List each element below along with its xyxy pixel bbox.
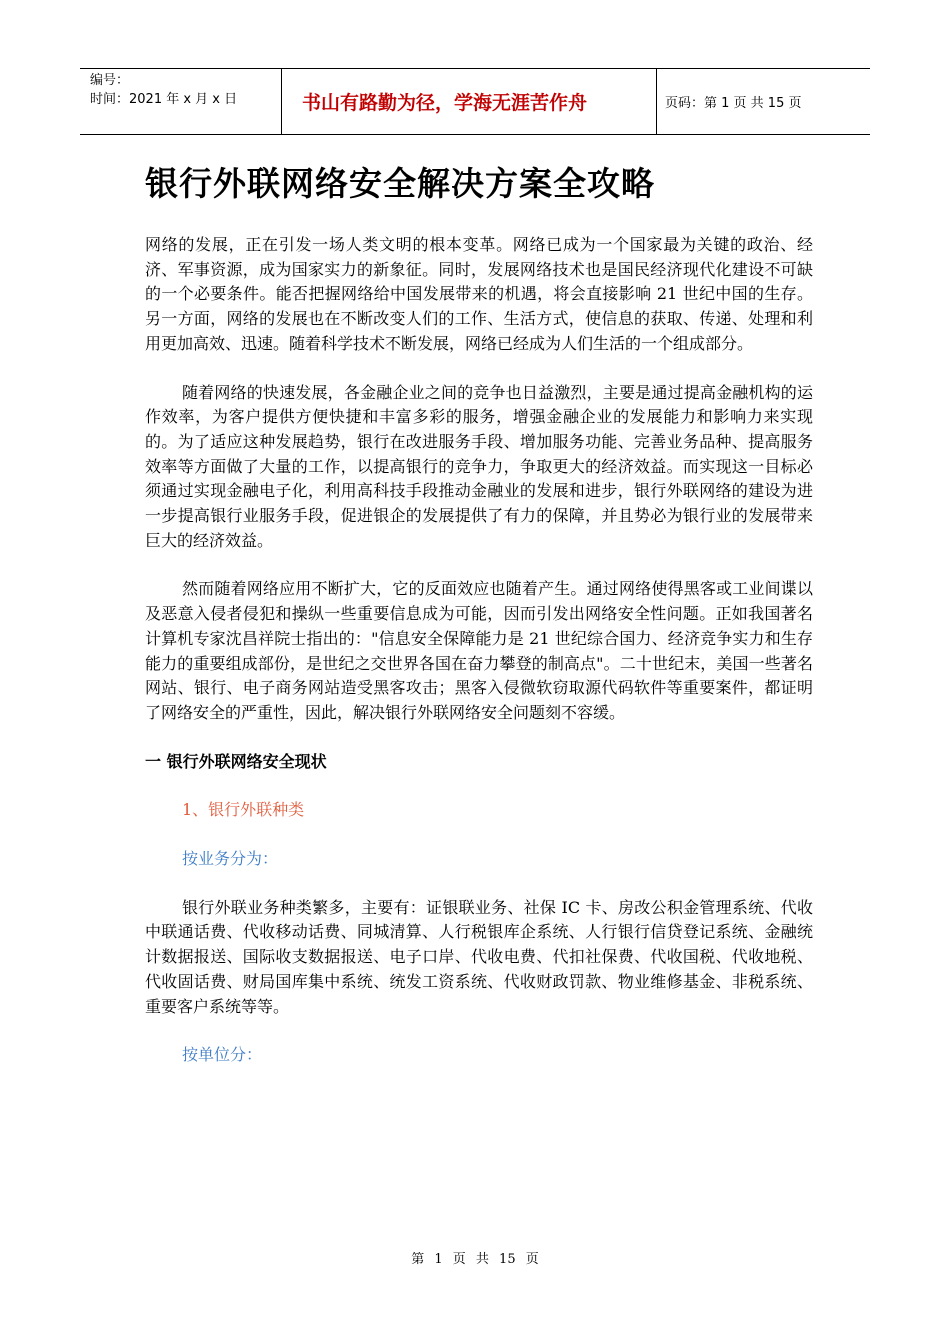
paragraph-intro: 网络的发展，正在引发一场人类文明的根本变革。网络已成为一个国家最为关键的政治、经济、军事资源，成为国家实力的新象征。同时，发展网络技术也是国民经济现代化建设不可缺的一个必要条件。能否把握网络给中国发展带来的机遇，将会直接影响 21 世纪中国的生存。另一方面，网络的发展也在不断改变人们的工作、生活方式，使信息的获取、传递、处理和利用更加高效、迅速。随着科学技术不断发展，网络已经成为人们生活的一个组成部分。 [145, 235, 813, 353]
paragraph-security-issues: 然而随着网络应用不断扩大，它的反面效应也随着产生。通过网络使得黑客或工业间谍以及恶意入侵者侵犯和操纵一些重要信息成为可能，因而引发出网络安全性问题。正如我国著名计算机专家沈昌祥院士指出的："信息安全保障能力是 21 世纪综合国力、经济竞争实力和生存能力的重要组成部份，是世纪之交世界各国在奋力攀登的制高点"。二十世纪末，美国一些著名网站、银行、电子商务网站造受黑客攻击；黑客入侵微软窃取源代码软件等重要案件，都证明了网络安全的严重性，因此，解决银行外联网络安全问题刻不容缓。 [145, 579, 813, 722]
paragraph-business-types: 银行外联业务种类繁多，主要有：证银联业务、社保 IC 卡、房改公积金管理系统、代收中联通话费、代收移动话费、同城清算、人行税银库企系统、人行银行信贷登记系统、金融统计数据报送、国际收支数据报送、电子口岸、代收电费、代扣社保费、代收国税、代收地税、代收固话费、财局国库集中系统、统发工资系统、代收财政罚款、物业维修基金、非税系统、重要客户系统等等。 [145, 897, 813, 1016]
category-heading-business: 按业务分为： [182, 849, 279, 869]
document-body [145, 233, 813, 1092]
section-heading: 一 银行外联网络安全现状 [145, 751, 327, 771]
paragraph-development: 随着网络的快速发展，各金融企业之间的竞争也日益激烈，主要是通过提高金融机构的运作效率，为客户提供方便快捷和丰富多彩的服务，增强金融企业的发展能力和影响力来实现的。为了适应这种发展趋势，银行在改进服务手段、增加服务功能、完善业务品种、提高服务效率等方面做了大量的工作，以提高银行的竞争力，争取更大的经济效益。而实现这一目标必须通过实现金融电子化，利用高科技手段推动金融业的发展和进步，银行外联网络的建设为进一步提高银行业服务手段，促进银企的发展提供了有力的保障，并且势必为银行业的发展带来巨大的经济效益。 [145, 382, 813, 550]
page-footer: 第 1 页 共 15 页 [411, 1252, 539, 1267]
category-heading-unit: 按单位分： [182, 1045, 263, 1065]
page-header [80, 68, 870, 135]
header-meta [80, 69, 282, 134]
header-motto: 书山有路勤为径，学海无涯苦作舟 [282, 69, 657, 134]
header-page-info: 页码：第 1 页 共 15 页 [665, 96, 802, 111]
time-label: 时间：2021 年 x 月 x 日 [90, 92, 238, 107]
subsection-heading: 1、银行外联种类 [182, 800, 305, 820]
number-label: 编号： [90, 73, 130, 88]
document-title: 银行外联网络安全解决方案全攻略 [145, 164, 655, 203]
